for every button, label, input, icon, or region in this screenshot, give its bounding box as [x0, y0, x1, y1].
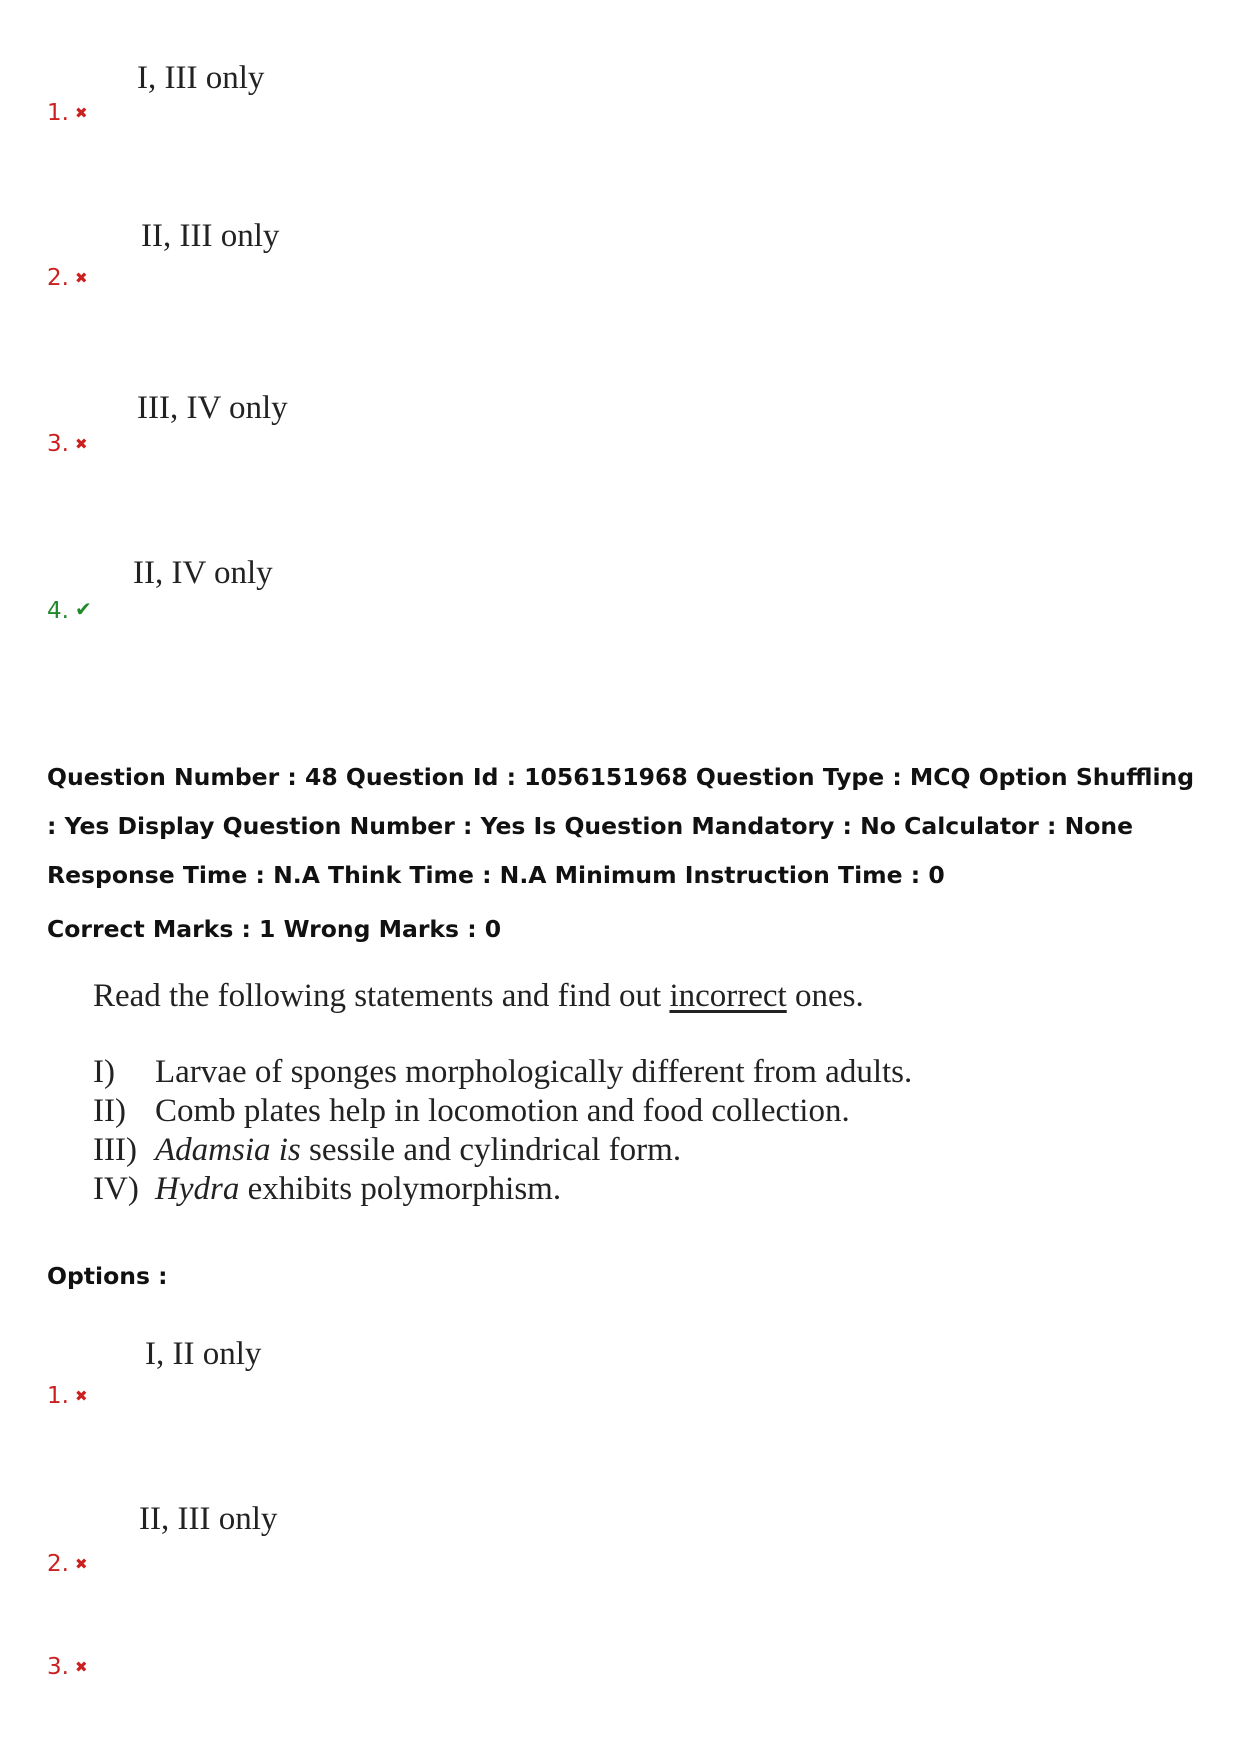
option-2-number: 2. — [47, 1551, 69, 1577]
option-1-number: 1. — [47, 1383, 69, 1409]
prev-option-3-text: III, IV only — [137, 390, 288, 426]
statement-2: II) Comb plates help in locomotion and food collection. — [93, 1093, 850, 1129]
option-2-text: II, III only — [139, 1501, 278, 1537]
question-prompt: Read the following statements and find out incorrect ones. — [93, 978, 864, 1014]
check-icon: ✔ — [74, 597, 92, 621]
prompt-emphasis: incorrect — [669, 978, 787, 1014]
prev-option-2-number: 2. — [47, 265, 69, 291]
wrong-icon: ✖ — [74, 104, 88, 122]
wrong-icon: ✖ — [74, 1658, 88, 1676]
question-meta: Question Number : 48 Question Id : 1056151968 Question Type : MCQ Option Shuffling : Yes Display Question Number : Yes Is Question Mandatory : No Calculator : None Response Time : N.A Think Time : N.A Minimum Instruction Time : 0 — [47, 763, 1195, 889]
question-body — [93, 978, 912, 1209]
wrong-icon: ✖ — [74, 1555, 88, 1573]
statement-3: III) Adamsia is sessile and cylindrical form. — [93, 1132, 682, 1168]
prev-option-4-text: II, IV only — [133, 555, 273, 591]
statement-4: IV) Hydra exhibits polymorphism. — [93, 1171, 562, 1207]
wrong-icon: ✖ — [74, 269, 88, 287]
option-3-number: 3. — [47, 1654, 69, 1680]
wrong-icon: ✖ — [74, 435, 88, 453]
wrong-icon: ✖ — [74, 1387, 88, 1405]
prev-option-4-number: 4. — [47, 598, 69, 624]
statement-1: I) Larvae of sponges morphologically different from adults. — [93, 1054, 913, 1090]
options-label: Options : — [47, 1262, 168, 1290]
question-marks: Correct Marks : 1 Wrong Marks : 0 — [47, 915, 502, 943]
prev-option-3-number: 3. — [47, 431, 69, 457]
prev-option-2-text: II, III only — [141, 218, 280, 254]
prev-option-1-number: 1. — [47, 100, 69, 126]
prev-option-1-text: I, III only — [137, 60, 265, 96]
option-1-text: I, II only — [145, 1336, 262, 1372]
